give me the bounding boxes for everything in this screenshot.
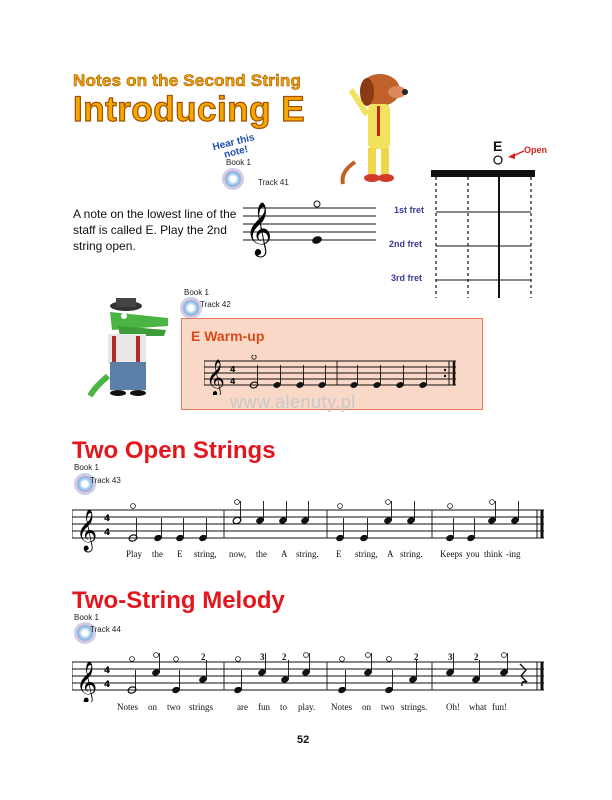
lyric-word: A [387,549,394,559]
warmup-staff [204,355,459,395]
svg-text:𝄞: 𝄞 [76,662,98,702]
lyric-word: think [484,549,503,559]
lyric-word: to [280,702,288,712]
lyric-word: Oh! [446,702,460,712]
svg-text:𝄞: 𝄞 [76,510,98,551]
fingering-number: 2 [474,652,479,662]
fingering-number: 2 [282,652,287,662]
warmup-title: E Warm-up [191,328,265,344]
lyric-word: E [336,549,342,559]
two-open-track-label: Track 43 [90,476,121,485]
fingering-number: 2 [414,652,419,662]
fret-label-1: 1st fret [394,205,425,215]
intro-text: A note on the lowest line of the staff is called E. Play the 2nd string open. [73,207,237,253]
svg-text:4: 4 [230,377,236,386]
warmup-track-label: Track 42 [200,300,231,309]
lyric-word: fun! [492,702,507,712]
svg-text:4: 4 [230,365,236,374]
svg-text:4: 4 [104,666,111,676]
crocodile-illustration [88,296,178,398]
lyric-word: two [167,702,181,712]
two-open-strings-title: Two Open Strings [72,437,276,464]
lyric-word: two [381,702,395,712]
page-number: 52 [297,734,310,746]
two-open-staff [72,496,547,556]
cd-icon[interactable] [222,168,244,190]
hear-this-note-badge: Hear this note! [211,132,256,161]
fretboard-diagram [428,140,540,300]
lyric-word: you [466,549,480,559]
lyric-word: Notes [117,702,138,712]
watermark: www.alenuty.pl [230,392,356,412]
fingering-number: 3 [448,652,453,662]
fret-label-2: 2nd fret [389,239,423,249]
fret-label-3: 3rd fret [391,273,423,283]
two-string-melody-title: Two-String Melody [72,587,285,614]
two-open-book-label: Book 1 [74,463,99,472]
svg-text:4: 4 [104,514,111,524]
lyric-word: play. [298,702,316,712]
book-label: Book 1 [226,158,251,167]
svg-text:4: 4 [104,528,111,538]
svg-text:𝄞: 𝄞 [245,201,273,255]
lyric-word: on [362,702,371,712]
warmup-book-label: Book 1 [184,288,209,297]
lyric-word: are [237,702,248,712]
melody-book-label: Book 1 [74,613,99,622]
lyric-word: strings [189,702,214,712]
lyric-word: string, [194,549,217,559]
warmup-cd-icon[interactable] [180,297,202,319]
fingering-number: 3 [260,652,265,662]
svg-text:𝄞: 𝄞 [206,358,225,395]
lyric-word: E [177,549,183,559]
svg-text:4: 4 [104,680,111,690]
lyric-word: -ing [506,549,521,559]
section-subtitle: Notes on the Second String [73,71,302,90]
lyric-word: Notes [331,702,352,712]
lyric-word: fun [258,702,270,712]
lyric-word: A [281,549,288,559]
page-title: Introducing E [73,90,306,129]
dog-illustration [335,62,415,187]
lyric-word: string. [400,549,423,559]
open-label: Open [524,145,548,155]
lyric-word: string, [355,549,378,559]
lyric-word: strings. [401,702,428,712]
lyric-word: the [152,549,163,559]
lyric-word: what [469,702,487,712]
lyric-word: Keeps [440,549,463,559]
melody-track-label: Track 44 [90,625,121,634]
lyric-word: the [256,549,267,559]
lyric-word: on [148,702,157,712]
lyric-word: Play [126,549,143,559]
lyric-word: string. [296,549,319,559]
fingering-number: 2 [201,652,206,662]
fretboard-note-name: E [493,138,503,154]
track-label: Track 41 [258,178,289,187]
lyric-word: now, [229,549,247,559]
intro-staff [243,194,378,264]
